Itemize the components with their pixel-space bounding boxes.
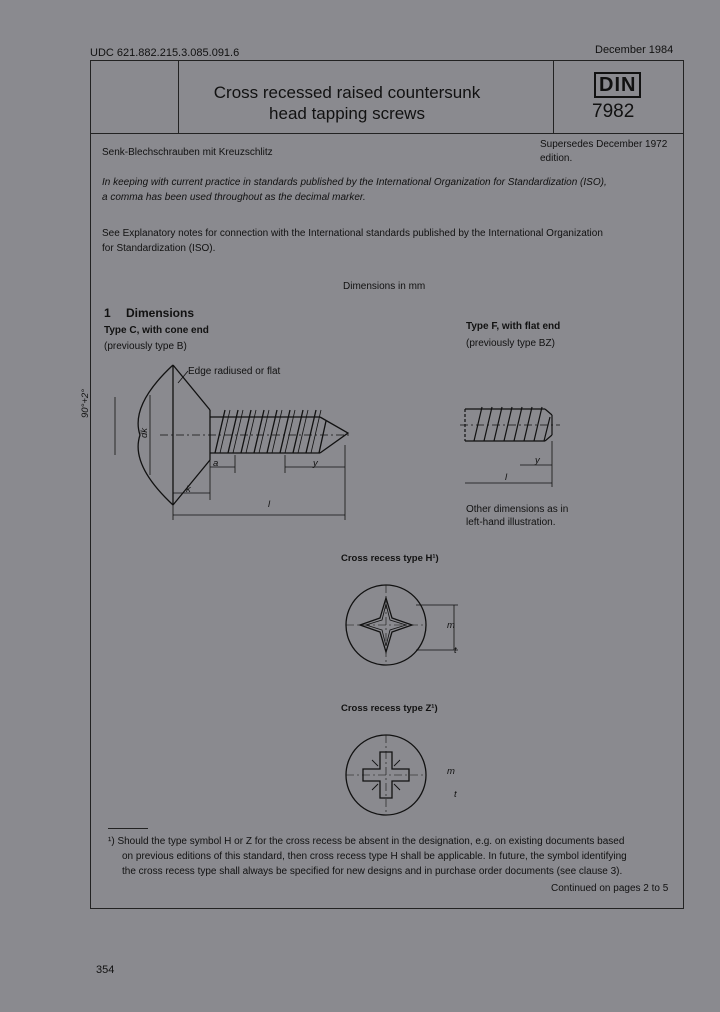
footnote-line-3: the cross recess type shall always be specified for new designs and in purchase order documents (see clause 3). [122,866,623,877]
footnote-line-1: ¹) Should the type symbol H or Z for the cross recess be absent in the designation, e.g. on existing documents based [108,836,625,847]
explanatory-line-2: for Standardization (ISO). [102,243,216,254]
type-f-title: Type F, with flat end [466,321,561,332]
a-label: a [213,458,219,469]
recess-z-title: Cross recess type Z¹) [341,703,438,714]
type-f-subtitle: (previously type BZ) [466,338,555,349]
edge-label: Edge radiused or flat [188,366,281,377]
other-dims-line-1: Other dimensions as in [466,504,569,515]
issue-date: December 1984 [595,44,674,56]
udc-code: UDC 621.882.215.3.085.091.6 [90,47,240,59]
recess-h-t: t [454,645,457,656]
other-dims-line-2: left-hand illustration. [466,517,556,528]
recess-z-t: t [454,789,457,800]
page-number: 354 [96,964,115,976]
title-line-2: head tapping screws [269,104,425,123]
footnote [108,834,678,879]
iso-note-line-2: a comma has been used throughout as the decimal marker. [102,192,366,203]
supersedes-line-2: edition. [540,153,573,164]
din-logo-text: DIN [594,72,641,98]
explanatory-line-1: See Explanatory notes for connection with the International standards published by the International Organization [102,228,603,239]
dk-label: dk [139,427,150,438]
dimensions-unit: Dimensions in mm [343,281,426,292]
explanatory-note [102,226,677,256]
footnote-rule [108,828,148,829]
german-title: Senk-Blechschrauben mit Kreuzschlitz [102,147,273,158]
iso-note-line-1: In keeping with current practice in standards published by the International Organization for Standardization (ISO), [102,177,607,188]
recess-h-title: Cross recess type H¹) [341,553,439,564]
document-title [178,82,516,124]
y-label: y [313,458,318,469]
type-f-screw-drawing [460,395,580,490]
standard-number: 7982 [592,101,635,122]
section-number: 1 [104,306,111,320]
k-label: k [186,484,191,495]
title-line-1: Cross recessed raised countersunk [213,83,481,102]
continued-note: Continued on pages 2 to 5 [551,883,669,894]
l-label: l [268,499,271,510]
header-right-divider [553,60,554,133]
iso-decimal-note [102,175,677,205]
din-logo [594,74,641,97]
header-divider [90,133,684,134]
angle-label: 90°+2° [80,389,91,418]
section-title: Dimensions [126,306,195,320]
supersedes-line-1: Supersedes December 1972 [540,139,668,150]
recess-h-m: m [447,620,455,631]
type-f-l-label: l [505,472,508,483]
type-f-y-label: y [535,455,540,466]
footnote-line-2: on previous editions of this standard, then cross recess type H shall be applicable. In future, the symbol identifying [122,851,627,862]
type-c-screw-drawing [100,355,370,525]
type-c-title: Type C, with cone end [104,325,209,336]
type-c-subtitle: (previously type B) [104,341,187,352]
recess-z-m: m [447,766,455,777]
